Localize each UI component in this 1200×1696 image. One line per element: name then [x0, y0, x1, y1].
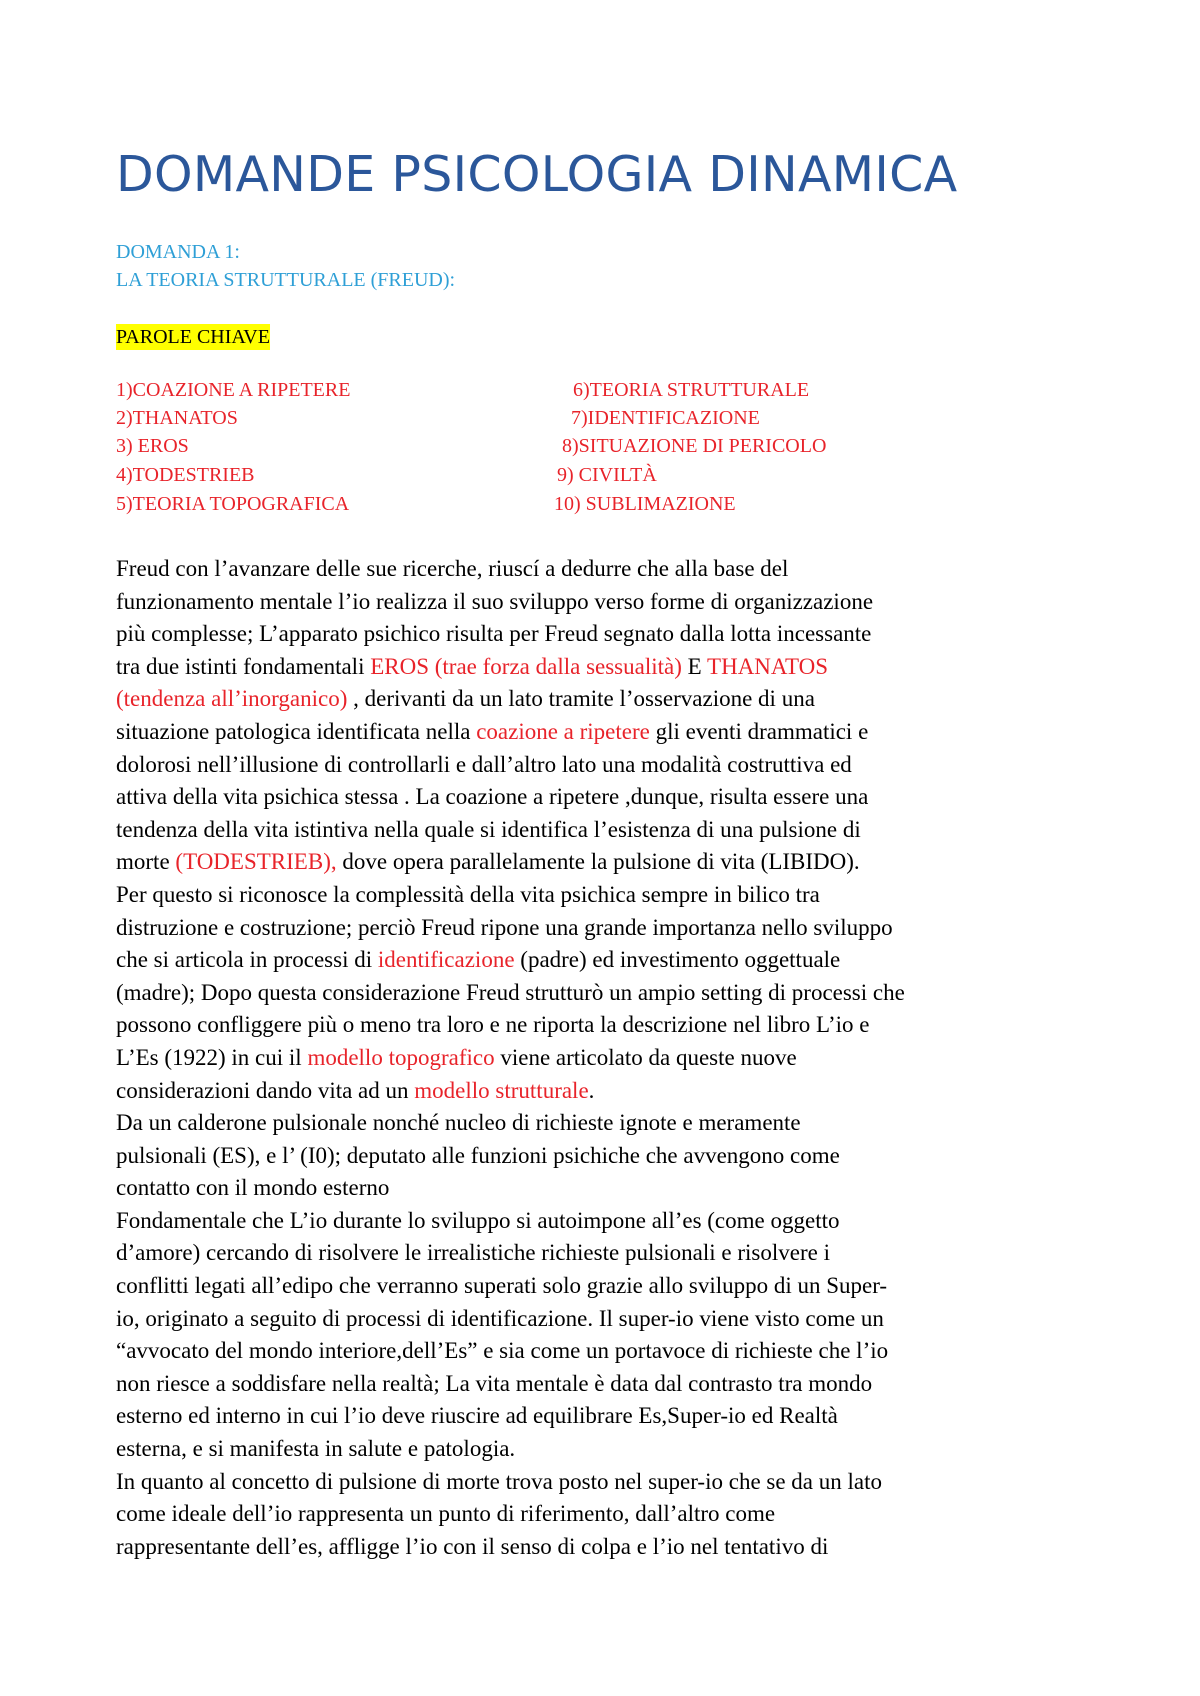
body-line: io, originato a seguito di processi di identificazione. Il super-io viene visto come un — [116, 1305, 884, 1331]
body-line: esterno ed interno in cui l’io deve riuscire ad equilibrare Es,Super-io ed Realtà — [116, 1403, 838, 1429]
body-line: rappresentante dell’es, affligge l’io con il senso di colpa e l’io nel tentativo di — [116, 1533, 829, 1559]
body-line: più complesse; L’apparato psichico risulta per Freud segnato dalla lotta incessante — [116, 621, 872, 647]
body-text-run: che si articola in processi di — [116, 947, 378, 973]
keyword-highlight-inorganico: (tendenza all’inorganico) — [116, 686, 348, 712]
keyword-highlight-identificazione: identificazione — [377, 947, 515, 973]
body-line: attiva della vita psichica stessa . La coazione a ripetere ,dunque, risulta essere una — [116, 784, 869, 810]
body-line: tendenza della vita istintiva nella quale si identifica l’esistenza di una pulsione di — [116, 816, 861, 842]
keyword-highlight-thanatos: THANATOS — [707, 653, 829, 679]
keyword-item: 10) SUBLIMAZIONE — [554, 493, 736, 515]
keyword-highlight-eros: EROS (trae forza dalla sessualità) — [370, 653, 682, 679]
body-text-run: . — [588, 1077, 595, 1103]
body-line: pulsionali (ES), e l’ (I0); deputato alle funzioni psichiche che avvengono come — [116, 1142, 840, 1168]
body-line: esterna, e si manifesta in salute e patologia. — [116, 1436, 516, 1462]
keyword-item: 7)IDENTIFICAZIONE — [571, 407, 760, 429]
body-line: possono confliggere più o meno tra loro e ne riporta la descrizione nel libro L’io e — [116, 1012, 870, 1038]
body-text — [116, 553, 1116, 1563]
body-line: In quanto al concetto di pulsione di morte trova posto nel super-io che se da un lato — [116, 1468, 883, 1494]
body-text-run: E — [681, 653, 708, 679]
body-line — [116, 1042, 1116, 1075]
keyword-item: 1)COAZIONE A RIPETERE — [116, 379, 351, 401]
body-line: Freud con l’avanzare delle sue ricerche, riuscí a dedurre che alla base del — [116, 556, 789, 581]
body-line: (madre); Dopo questa considerazione Freud strutturò un ampio setting di processi che — [116, 979, 905, 1005]
body-line: d’amore) cercando di risolvere le irrealistiche richieste pulsionali e risolvere i — [116, 1240, 830, 1266]
body-line: “avvocato del mondo interiore,dell’Es” e sia come un portavoce di richieste che l’io — [116, 1338, 889, 1364]
body-text-run: tra due istinti fondamentali — [116, 653, 371, 679]
body-line: funzionamento mentale l’io realizza il suo sviluppo verso forme di organizzazione — [116, 588, 874, 614]
question-number: DOMANDA 1: — [116, 241, 240, 263]
body-line: dolorosi nell’illusione di controllarli e dall’altro lato una modalità costruttiva ed — [116, 751, 852, 777]
body-line: come ideale dell’io rappresenta un punto di riferimento, dall’altro come — [116, 1501, 776, 1527]
body-text-run: (padre) ed investimento oggettuale — [514, 947, 841, 973]
body-text-run: gli eventi drammatici e — [649, 718, 869, 744]
body-line: non riesce a soddisfare nella realtà; La vita mentale è data dal contrasto tra mondo — [116, 1370, 873, 1396]
keyword-highlight-topografico: modello topografico — [307, 1044, 495, 1070]
keyword-highlight-strutturale: modello strutturale — [414, 1077, 589, 1103]
question-topic: LA TEORIA STRUTTURALE (FREUD): — [116, 269, 456, 291]
body-line — [116, 683, 1116, 716]
question-heading — [116, 238, 455, 294]
body-line: Da un calderone pulsionale nonché nucleo di richieste ignote e meramente — [116, 1110, 801, 1136]
body-text-run: considerazioni dando vita ad un — [116, 1077, 415, 1103]
body-line: conflitti legati all’edipo che verranno superati solo grazie allo sviluppo di un Super- — [116, 1273, 888, 1299]
body-text-run: morte — [116, 849, 176, 875]
keyword-highlight-todestrieb: (TODESTRIEB), — [175, 849, 337, 875]
body-text-run: situazione patologica identificata nella — [116, 718, 477, 744]
keyword-highlight-coazione: coazione a ripetere — [476, 718, 650, 744]
body-line — [116, 716, 1116, 749]
body-line: Per questo si riconosce la complessità della vita psichica sempre in bilico tra — [116, 881, 820, 907]
keyword-item: 3) EROS — [116, 435, 189, 457]
body-line: contatto con il mondo esterno — [116, 1175, 390, 1201]
body-line: Fondamentale che L’io durante lo sviluppo si autoimpone all’es (come oggetto — [116, 1207, 840, 1233]
body-line — [116, 846, 1116, 879]
body-line: distruzione e costruzione; perciò Freud ripone una grande importanza nello sviluppo — [116, 914, 893, 940]
body-text-run: L’Es (1922) in cui il — [116, 1044, 308, 1070]
body-line — [116, 944, 1116, 977]
body-text-run: dove opera parallelamente la pulsione di vita (LIBIDO). — [336, 849, 860, 875]
keyword-item: 9) CIVILTÀ — [557, 464, 657, 486]
body-line — [116, 1075, 1116, 1108]
keyword-item: 2)THANATOS — [116, 407, 238, 429]
page-title: DOMANDE PSICOLOGIA DINAMICA — [116, 146, 958, 203]
keyword-item: 6)TEORIA STRUTTURALE — [573, 379, 810, 401]
body-text-run: , derivanti da un lato tramite l’osservazione di una — [347, 686, 815, 712]
body-text-run: viene articolato da queste nuove — [494, 1044, 797, 1070]
keyword-item: 5)TEORIA TOPOGRAFICA — [116, 493, 350, 515]
keywords-heading: PAROLE CHIAVE — [116, 326, 270, 348]
body-line — [116, 651, 1116, 684]
keyword-item: 8)SITUAZIONE DI PERICOLO — [562, 435, 827, 457]
keyword-item: 4)TODESTRIEB — [116, 464, 255, 486]
